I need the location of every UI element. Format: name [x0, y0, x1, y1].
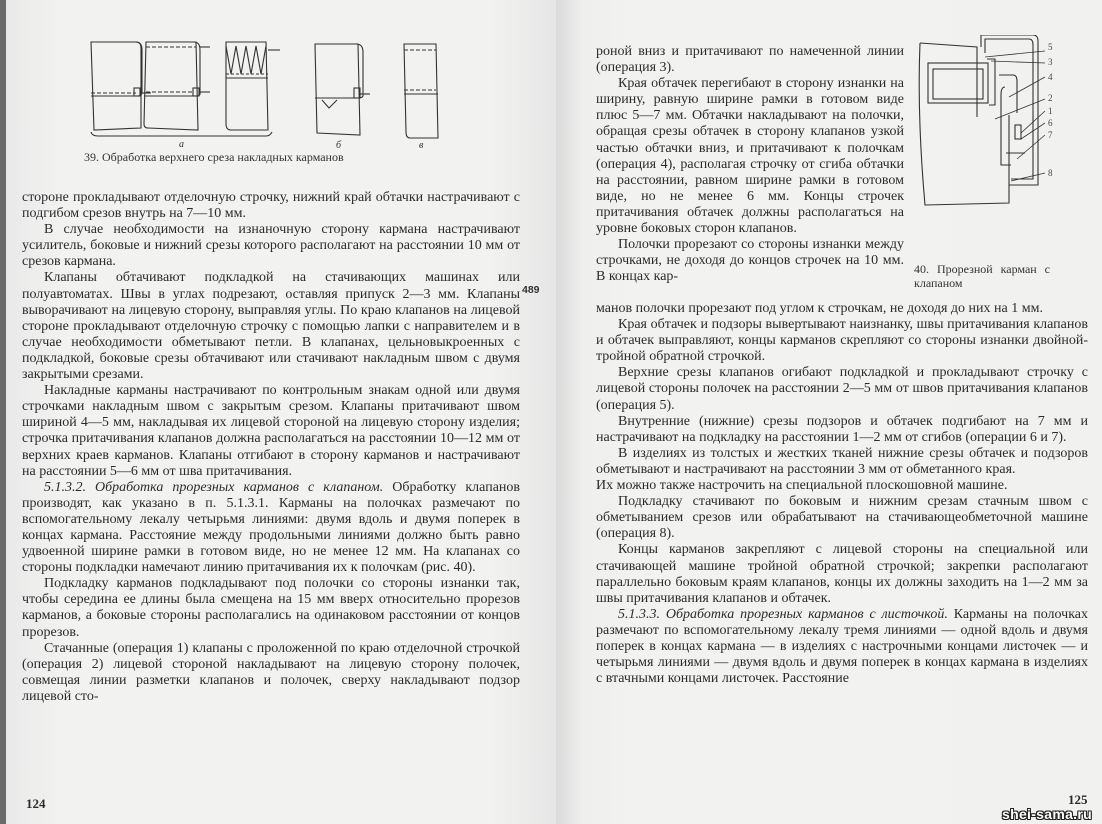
- paragraph: Их можно также настрочить на специальной плоскошовной машине.: [596, 478, 1008, 494]
- figure-39-caption: 39. Обработка верхнего среза накладных карманов: [84, 150, 344, 164]
- pocket-b: [315, 44, 370, 135]
- right-page-column-text: [596, 44, 904, 285]
- left-page: [6, 0, 556, 824]
- left-page-body: [22, 190, 520, 705]
- pocket-v: [404, 44, 438, 138]
- page-number-left: 124: [26, 796, 46, 811]
- paragraph: стороне прокладывают отделочную строчку, нижний край обтачки настрачивают с подгибом срезов внутрь на 7—10 мм.: [22, 190, 520, 222]
- paragraph: Накладные карманы настрачивают по контрольным знакам одной или двумя строчками накладным швом с закрытым срезом. Клапаны притачивают швом шириной 4—5 мм, накладывая их лицевой стороной на лицевую сторону изделия; строчка притачивания клапанов должна располагаться на расстоянии 10—12 мм от верхних краев карманов. Клапаны отгибают в сторону карманов и настрачивают на расстоянии 5—6 мм от шва притачивания.: [22, 383, 520, 479]
- figure-label-a: а: [179, 139, 184, 150]
- pocket-a2: [144, 42, 210, 130]
- paragraph: Подкладку стачивают по боковым и нижним срезам стачным швом с обметыванием срезов или обрабатывают на стачивающеобметочной машине (операция 8).: [596, 494, 1088, 542]
- paragraph: Клапаны обтачивают подкладкой на стачивающих машинах или полуавтоматах. Швы в углах подрезают, оставляя припуск 2—3 мм. Клапаны выворачивают на лицевую сторону, выправляя углы. По краю клапанов на лицевой стороне прокладывают отделочную строчку с помощью лапки с направителем и в случае необходимости обметывают петли. В клапанах, цельновыкроенных с подкладкой, боковые срезы обтачивают или стачивают накладным швом с двумя закрытыми срезами.: [22, 270, 520, 383]
- paragraph: Стачанные (операция 1) клапаны с проложенной по краю отделочной строчкой (операция 2) лицевой стороной накладывают на лицевую сторону полочек, совмещая линии разметки клапанов и полочек, сверху накладывают подзор лицевой сто-: [22, 640, 520, 704]
- paragraph: Подкладку карманов подкладывают под полочки со стороны изнанки так, чтобы середина ее длины была смещена на 15 мм вверх относительно прорезов карманов, а боковые стороны располагались на одинаковом расстоянии от концов прорезов.: [22, 576, 520, 640]
- paragraph: Края обтачек и подзоры вывертывают наизнанку, швы притачивания клапанов и обтачек выправляют, концы карманов скрепляют со стороны изнанки двойной-тройной обратной строчкой.: [596, 317, 1088, 365]
- paragraph: В изделиях из толстых и жестких тканей нижние срезы обтачек и подзоров обметывают и настрачивают на расстоянии 3 мм от обметанного края.: [596, 445, 1088, 477]
- figure-label-b: б: [336, 140, 342, 150]
- section-heading-5-1-3-3: 5.1.3.3. Обработка прорезных карманов с листочкой.: [618, 606, 948, 622]
- paragraph: Внутренние (нижние) срезы подзоров и обтачек подгибают на 7 мм и настрачивают на подкладку на расстоянии 1—2 мм от сгибов (операции 6 и 7).: [596, 413, 1088, 445]
- paragraph: роной вниз и притачивают по намеченной линии (операция 3).: [596, 44, 904, 76]
- pocket-a3: [226, 42, 280, 130]
- paragraph: Края обтачек перегибают в сторону изнанки на ширину, равную ширине рамки в готовом виде плюс 5—7 мм. Обтачки накладывают на полочки, обращая срезы обтачек в сторону клапанов узкой частью обтачки вниз, и притачивают к полочкам (операция 4), располагая строчку от сгиба обтачки на расстоянии, равном ширине рамки в готовом виде, но не менее 6 мм. Концы строчек притачивания обтачек должны располагаться на уровне боковых сторон клапанов.: [596, 76, 904, 237]
- paragraph: Концы карманов закрепляют с лицевой стороны на специальной или стачивающей машине тройной обратной строчкой; закрепки располагают параллельно боковым краям клапанов, концы их должны заходить на 1—2 мм за швы притачивания клапанов и обтачек.: [596, 542, 1088, 606]
- section-paragraph-5-1-3-3: [596, 607, 1088, 687]
- page-number-right: 125: [1068, 792, 1088, 807]
- paragraph: Верхние срезы клапанов огибают подкладкой и прокладывают строчку с лицевой стороны полочек на расстоянии 2—5 мм от швов притачивания клапанов (операция 5).: [596, 365, 1088, 413]
- bracket-a: [91, 132, 272, 136]
- section-heading-5-1-3-2: 5.1.3.2. Обработка прорезных карманов с клапаном.: [44, 479, 384, 495]
- paragraph: Полочки прорезают со стороны изнанки между строчками, не доходя до концов строчек на 10 мм. В концах кар-: [596, 237, 904, 285]
- callout-7: 7: [1048, 130, 1053, 140]
- right-page-body: [596, 301, 1088, 687]
- margin-stamp: 489: [522, 284, 540, 296]
- callout-4: 4: [1048, 72, 1053, 82]
- callout-3: 3: [1048, 57, 1053, 67]
- site-watermark: shei-sama.ru: [1002, 806, 1092, 822]
- paragraph-text: Обработку клапанов производят, как указано в п. 5.1.3.1. Карманы на полочках размечают по вспомогательному лекалу четырьмя линиями: двумя вдоль и двумя поперек в концах кармана. Расстояние между продольными линиями должно быть равно удвоенной ширине рамки в готовом виде, но не менее 12 мм. На клапанах со стороны подкладки намечают линию притачивания их к полочкам (рис. 40).: [22, 479, 521, 576]
- callout-8: 8: [1048, 168, 1053, 178]
- pocket-a1: [91, 42, 151, 130]
- callout-2: 2: [1048, 93, 1053, 103]
- callout-1: 1: [1048, 106, 1053, 116]
- paragraph: манов полочки прорезают под углом к строчкам, не доходя до них на 1 мм.: [596, 301, 1043, 316]
- paragraph-text: Карманы на полочках размечают по вспомогательному лекалу тремя линиями — одной вдоль и двумя поперек в концах кармана — в изделиях с настрочными концами листочек — и четырьмя линиями — двумя вдоль и двумя поперек в концах кармана в изделиях с втачными концами листочек. Расстояние: [596, 606, 1089, 687]
- section-paragraph-5-1-3-2: [22, 480, 520, 577]
- paragraph: В случае необходимости на изнаночную сторону кармана настрачивают усилитель, боковые и нижний срезы которого располагают на расстоянии 10 мм от срезов кармана.: [22, 222, 520, 270]
- callout-5: 5: [1048, 42, 1053, 52]
- callout-6: 6: [1048, 118, 1053, 128]
- figure-40-caption: 40. Прорезной карман с клапаном: [914, 262, 1050, 290]
- figure-39-pocket-diagram: [86, 30, 446, 150]
- figure-40-welt-pocket-diagram: [905, 35, 1065, 215]
- figure-label-v: в: [419, 140, 424, 150]
